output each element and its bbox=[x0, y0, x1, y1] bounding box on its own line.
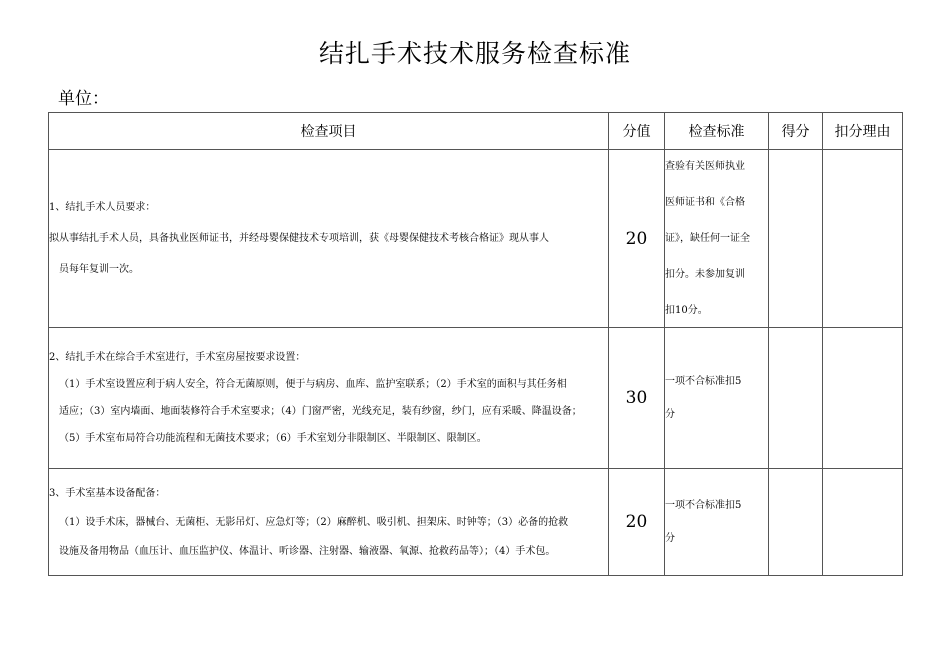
got-cell[interactable] bbox=[769, 150, 823, 328]
header-reason: 扣分理由 bbox=[823, 113, 903, 150]
item-cell bbox=[49, 150, 609, 328]
standard-line: 一项不合标准扣5 bbox=[665, 500, 742, 511]
standard-cell bbox=[665, 150, 769, 328]
standard-line: 分 bbox=[665, 533, 675, 544]
table-header-row bbox=[49, 113, 903, 150]
item-line: （1）设手术床，器械台、无菌柜、无影吊灯、应急灯等；（2）麻醉机、吸引机、担架床、时钟等；（3）必备的抢救 bbox=[59, 516, 569, 528]
unit-label: 单位： bbox=[58, 89, 109, 109]
header-item: 检查项目 bbox=[49, 113, 609, 150]
item-cell bbox=[49, 469, 609, 576]
reason-cell[interactable] bbox=[823, 328, 903, 469]
got-cell[interactable] bbox=[769, 469, 823, 576]
item-line: 适应；（3）室内墙面、地面装修符合手术室要求；（4）门窗严密，光线充足，装有纱窗，纱门，应有采暖、降温设备； bbox=[59, 406, 582, 417]
item-line: 设施及备用物品（血压计、血压监护仪、体温计、听诊器、注射器、输液器、氧源、抢救药品等）；（4）手术包。 bbox=[59, 545, 556, 557]
item-line: （1）手术室设置应利于病人安全，符合无菌原则，便于与病房、血库、监护室联系；（2）手术室的面积与其任务相 bbox=[59, 379, 567, 390]
standard-line: 查验有关医师执业 bbox=[665, 161, 745, 172]
table-row bbox=[49, 328, 903, 469]
score-cell: 20 bbox=[609, 150, 665, 328]
item-line: （5）手术室布局符合功能流程和无菌技术要求；（6）手术室划分非限制区、半限制区、限制区。 bbox=[59, 433, 487, 444]
standard-cell bbox=[665, 469, 769, 576]
page-title: 结扎手术技术服务检查标准 bbox=[318, 39, 631, 68]
score-cell: 20 bbox=[609, 469, 665, 576]
header-standard: 检查标准 bbox=[665, 113, 769, 150]
item-line: 2、结扎手术在综合手术室进行，手术室房屋按要求设置： bbox=[49, 352, 306, 363]
standard-line: 证》，缺任何一证全 bbox=[665, 233, 750, 244]
score-cell: 30 bbox=[609, 328, 665, 469]
item-line: 拟从事结扎手术人员，具备执业医师证书，并经母婴保健技术专项培训，获《母婴保健技术考核合格证》现从事人 bbox=[49, 233, 549, 244]
item-line: 员每年复训一次。 bbox=[59, 264, 139, 275]
item-cell bbox=[49, 328, 609, 469]
reason-cell[interactable] bbox=[823, 150, 903, 328]
standard-line: 扣分。未参加复训 bbox=[665, 269, 745, 280]
table-row bbox=[49, 469, 903, 576]
standard-line: 一项不合标准扣5 bbox=[665, 376, 742, 387]
header-got: 得分 bbox=[769, 113, 823, 150]
item-line: 1、结扎手术人员要求： bbox=[49, 202, 156, 213]
item-line: 3、手术室基本设备配备： bbox=[49, 487, 166, 499]
reason-cell[interactable] bbox=[823, 469, 903, 576]
standard-line: 分 bbox=[665, 409, 675, 420]
header-score: 分值 bbox=[609, 113, 665, 150]
standard-line: 医师证书和《合格 bbox=[665, 197, 745, 208]
table-row bbox=[49, 150, 903, 328]
got-cell[interactable] bbox=[769, 328, 823, 469]
standard-line: 扣10分。 bbox=[665, 305, 708, 316]
inspection-table bbox=[48, 112, 903, 576]
standard-cell bbox=[665, 328, 769, 469]
